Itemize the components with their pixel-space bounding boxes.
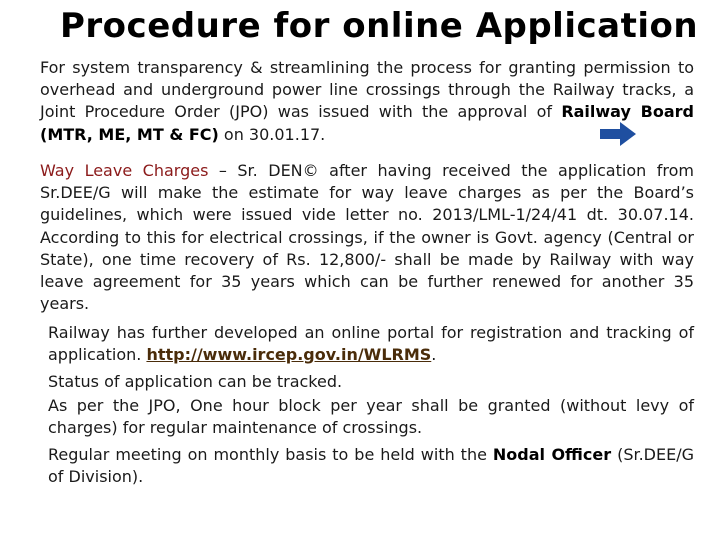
wlrms-link[interactable]: http://www.ircep.gov.in/WLRMS [146, 345, 432, 365]
page-title: Procedure for online Application [60, 6, 699, 46]
arrow-right-icon [600, 122, 636, 146]
paragraph-jpo: For system transparency & streamlining the process for granting permission to overhead and underground power line crossings through the Railway tracks, a Joint Procedure Order (JPO) was issued with the approval of Railway Board (MTR, ME, MT & FC) on 30.01.17. [40, 58, 694, 144]
nodal-officer-text: Nodal Officer [492, 445, 612, 464]
railway-board-text: Railway Board (MTR, ME, MT & FC) [40, 102, 694, 144]
paragraph-block-per-year: As per the JPO, One hour block per year shall be granted (without levy of charges) for regular maintenance of crossings. [48, 396, 694, 438]
paragraph-status-tracking: Status of application can be tracked. [48, 372, 343, 391]
way-leave-charges-label: Way Leave Charges [40, 161, 209, 180]
paragraph-online-portal: Railway has further developed an online portal for registration and tracking of application. http://www.ircep.gov.in/WLRMS. [48, 323, 694, 365]
paragraph-regular-meeting: Regular meeting on monthly basis to be held with the Nodal Officer (Sr.DEE/G of Division). [48, 445, 694, 487]
paragraph-way-leave-charges: Way Leave Charges – Sr. DEN© after having received the application from Sr.DEE/G will make the estimate for way leave charges as per the Board’s guidelines, which were issued vide letter no. 2013/LML-1/24/41 dt. 30.07.14. According to this for electrical crossings, if the owner is Govt. agency (Central or State), one time recovery of Rs. 12,800/- shall be made by Railway with way leave agreement for 35 years which can be further renewed for another 35 years. [40, 161, 694, 314]
